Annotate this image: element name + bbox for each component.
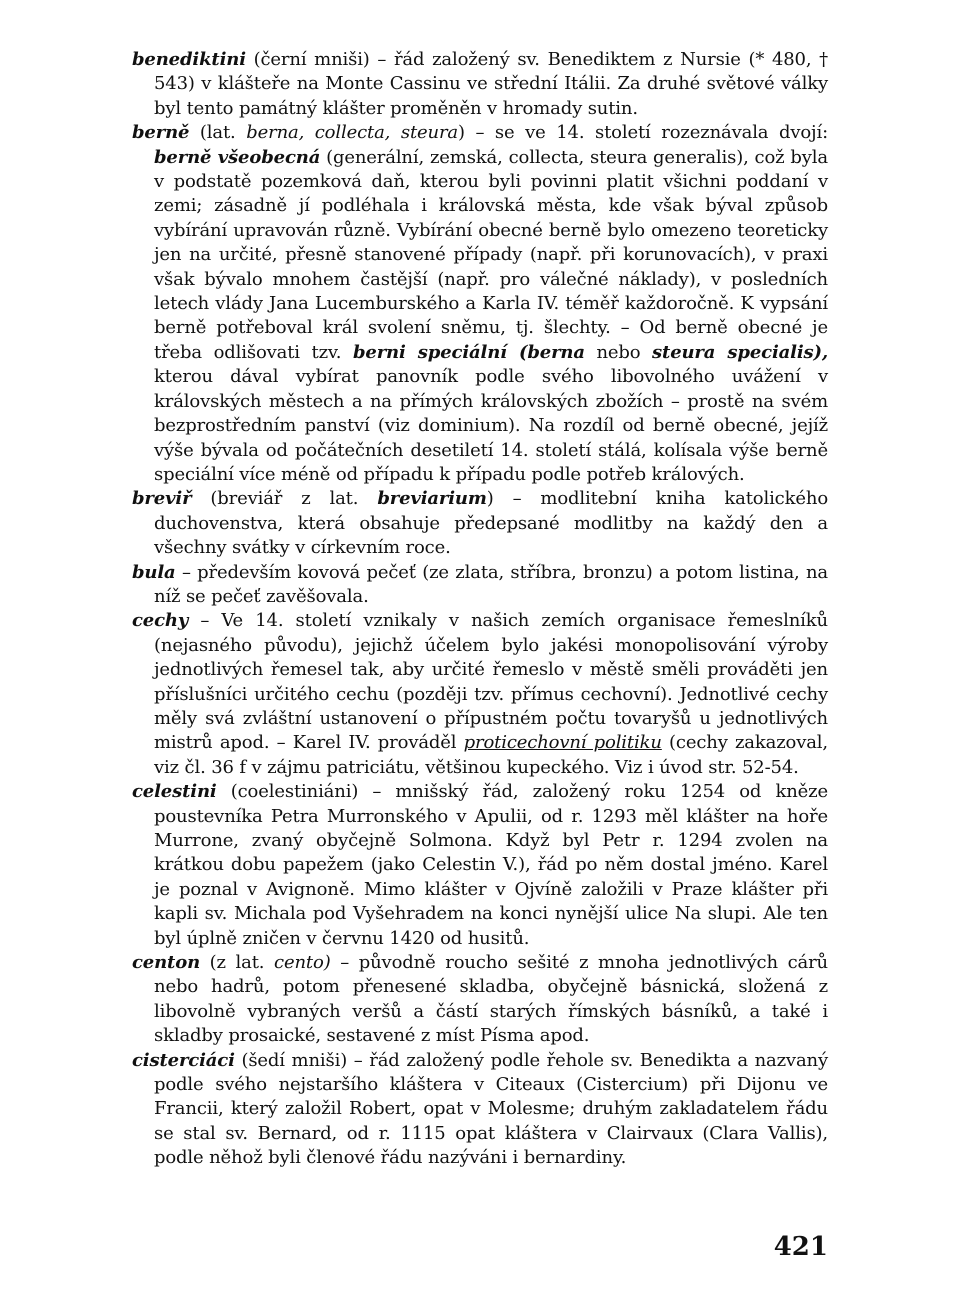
entry-headword: bula [132, 561, 176, 583]
entry-text [132, 952, 828, 1046]
entry-body-text: ) – se ve 14. století rozeznávala dvojí: [458, 122, 829, 144]
glossary-entry-centon [132, 951, 828, 1049]
entry-text [132, 122, 828, 485]
entry-body-text: ) – modlitební kniha katolického duchovenstva, která obsahuje předepsané modlitby na každý den a všechny svátky v církevním roce. [154, 488, 829, 559]
entry-headword: benediktini [132, 49, 246, 70]
entry-headword: cisterciáci [132, 1049, 235, 1071]
glossary-entry-celestini [132, 780, 828, 951]
entry-term: breviarium [377, 488, 487, 510]
entry-headword: centon [132, 952, 201, 974]
glossary-entry-brevir [132, 487, 828, 560]
entry-text [132, 610, 828, 777]
entry-body-text: (generální, zemská, collecta, steura generalis), což byla v podstatě pozemková daň, kterou byli povinni platit všichni poddaní v zemi; zásadně jí podléhala i královská města, kde však býval způsob vybírání upravován různě. Vybírání obecné berně bylo omezeno teoreticky jen na určité, přesně stanovené případy (např. při korunovacích), v praxi však bývalo mnohem častější (např. pro válečné náklady), v posledních letech vlády Jana Lucemburského a Karla IV. téměř každoročně. K vypsání berně potřeboval král svolení sněmu, tj. šlechty. – Od berně obecné je třeba odlišovati tzv. [154, 146, 828, 363]
entry-term: berni speciální (berna [352, 341, 585, 363]
entry-headword: berně [132, 122, 190, 144]
entry-body-text: nebo [584, 341, 653, 363]
glossary-entry-cechy [132, 609, 828, 780]
entry-body-text: – především kovová pečeť (ze zlata, stříbra, bronzu) a potom listina, na níž se pečeť zavěšovala. [154, 561, 828, 607]
entry-body-text: – Ve 14. století vznikaly v našich zemích organisace řemeslníků (nejasného původu), jejichž účelem bylo jakési monopolisování výroby jednotlivých řemesel tak, aby určité řemeslo v městě směli prováděti jen příslušníci určitého cechu (později tzv. přímus cechovní). Jednotlivé cechy měly svá zvláštní ustanovení o přípustném počtu tovaryšů u jednotlivých mistrů apod. – Karel IV. prováděl [154, 610, 828, 754]
entry-term: steura specialis), [652, 341, 828, 363]
entry-body-text: (lat. [189, 122, 247, 144]
entry-headword: cechy [132, 610, 189, 632]
entry-term: proticechovní politiku [463, 732, 662, 754]
entry-text [132, 1050, 828, 1169]
entry-headword: celestini [132, 781, 217, 803]
entry-text [132, 562, 828, 607]
glossary-page [132, 48, 828, 1171]
entry-body-text: (z lat. [200, 952, 275, 974]
entry-text [132, 488, 828, 558]
glossary-entry-cisterciaci [132, 1049, 828, 1171]
glossary-entry-berne [132, 121, 828, 487]
glossary-entry-benediktini [132, 48, 828, 121]
entry-body-text: (coelestiniáni) – mnišský řád, založený roku 1254 od kněze poustevníka Petra Murronského v Apulii, od r. 1293 měl klášter na hoře Murrone, zvaný obyčejně Solmona. Když byl Petr r. 1294 zvolen na krátkou dobu papežem (jako Celestin V.), řád po něm dostal jméno. Karel je poznal v Avignoně. Mimo klášter v Ojvíně založili v Praze klášter při kapli sv. Michala pod Vyšehradem na konci nynější ulice Na slupi. Ale ten byl úplně zničen v červnu 1420 od husitů. [154, 781, 828, 949]
entry-headword: breviř [132, 488, 192, 510]
entry-text [132, 49, 828, 119]
entry-term: cento) [274, 952, 331, 974]
entry-body-text: (breviář z lat. [191, 488, 378, 510]
entry-body-text: (šedí mniši) – řád založený podle řehole sv. Benedikta a nazvaný podle svého nejstaršího kláštera v Citeaux (Cistercium) při Dijonu ve Francii, který založil Robert, opat v Molesme; druhým zakladatelem řádu se stal sv. Bernard, od r. 1115 opat kláštera v Clairvaux (Clara Vallis), podle něhož byli členové řádu nazýváni i bernardiny. [154, 1049, 828, 1169]
entry-body-text: (cechy zakazoval, viz čl. 36 f v zájmu patriciátu, většinou kupeckého. Viz i úvod str. 52-54. [154, 732, 828, 778]
entry-term: berně všeobecná [154, 146, 321, 168]
entry-body-text: – původně roucho sešité z mnoha jednotlivých cárů nebo hadrů, potom přenesené skladba, obyčejně básnická, složená z libovolně vybraných veršů a částí starých římských básníků, a také i skladby prosaické, sestavené z míst Písma apod. [154, 952, 828, 1047]
page-number: 421 [773, 1232, 828, 1262]
glossary-entry-bula [132, 561, 828, 610]
entry-body-text: (černí mniši) – řád založený sv. Benediktem z Nursie (* 480, † 543) v klášteře na Monte Cassinu ve střední Itálii. Za druhé světové války byl tento památný klášter proměněn v hromady sutin. [154, 49, 828, 119]
entry-body-text: kterou dával vybírat panovník podle svého libovolného uvážení v královských městech a na přímých královských zbožích – prostě na svém bezprostředním panství (viz dominium). Na rozdíl od berně obecné, jejíž výše bývala od počátečních desetiletí 14. století stálá, kolísala výše berně speciální více méně od případu k případu podle potřeb králových. [154, 366, 828, 485]
entry-term: berna, collecta, steura [246, 122, 459, 144]
entry-text [132, 781, 828, 948]
